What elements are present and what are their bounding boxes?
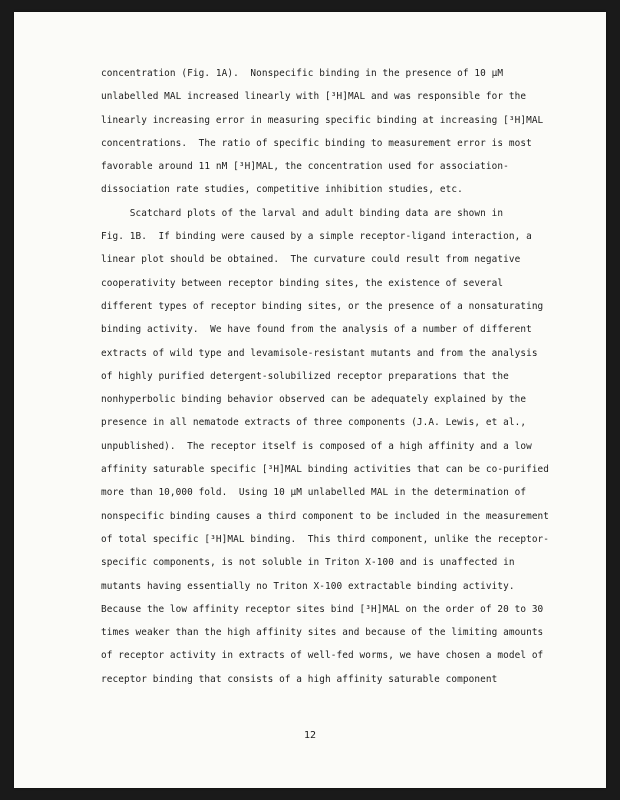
text-line-2: unlabelled MAL increased linearly with [³H]MAL and was responsible for the xyxy=(101,91,527,103)
document-page xyxy=(14,12,606,788)
text-line-16: presence in all nematode extracts of three components (J.A. Lewis, et al., xyxy=(101,417,527,429)
text-line-3: linearly increasing error in measuring specific binding at increasing [³H]MAL xyxy=(101,114,544,126)
text-line-12: binding activity. We have found from the analysis of a number of different xyxy=(101,324,532,336)
text-line-24: Because the low affinity receptor sites bind [³H]MAL on the order of 20 to 30 xyxy=(101,603,544,615)
text-line-21: of total specific [³H]MAL binding. This third component, unlike the receptor- xyxy=(101,533,550,545)
text-line-13: extracts of wild type and levamisole-resistant mutants and from the analysis xyxy=(101,347,538,359)
text-line-14: of highly purified detergent-solubilized receptor preparations that the xyxy=(101,370,509,382)
text-line-25: times weaker than the high affinity sites and because of the limiting amounts xyxy=(101,627,544,639)
page-number: 12 xyxy=(303,730,317,741)
text-line-26: of receptor activity in extracts of well-fed worms, we have chosen a model of xyxy=(101,650,544,662)
text-line-18: affinity saturable specific [³H]MAL binding activities that can be co-purified xyxy=(101,464,550,476)
text-line-8: Fig. 1B. If binding were caused by a simple receptor-ligand interaction, a xyxy=(101,231,532,243)
text-line-7: Scatchard plots of the larval and adult binding data are shown in xyxy=(101,207,504,219)
text-line-6: dissociation rate studies, competitive inhibition studies, etc. xyxy=(101,184,463,196)
text-line-5: favorable around 11 nM [³H]MAL, the concentration used for association- xyxy=(101,161,509,173)
text-line-10: cooperativity between receptor binding sites, the existence of several xyxy=(101,277,504,289)
text-line-19: more than 10,000 fold. Using 10 µM unlabelled MAL in the determination of xyxy=(101,487,527,499)
text-line-20: nonspecific binding causes a third component to be included in the measurement xyxy=(101,510,550,522)
text-line-11: different types of receptor binding sites, or the presence of a nonsaturating xyxy=(101,300,544,312)
text-line-23: mutants having essentially no Triton X-100 extractable binding activity. xyxy=(101,580,515,592)
text-line-4: concentrations. The ratio of specific binding to measurement error is most xyxy=(101,137,532,149)
text-line-22: specific components, is not soluble in Triton X-100 and is unaffected in xyxy=(101,557,515,569)
text-line-1: concentration (Fig. 1A). Nonspecific binding in the presence of 10 µM xyxy=(101,68,504,79)
text-line-27: receptor binding that consists of a high affinity saturable component xyxy=(101,673,498,685)
text-line-15: nonhyperbolic binding behavior observed can be adequately explained by the xyxy=(101,394,527,406)
text-line-9: linear plot should be obtained. The curvature could result from negative xyxy=(101,254,521,266)
text-line-17: unpublished). The receptor itself is composed of a high affinity and a low xyxy=(101,440,532,452)
body-text xyxy=(101,62,571,691)
